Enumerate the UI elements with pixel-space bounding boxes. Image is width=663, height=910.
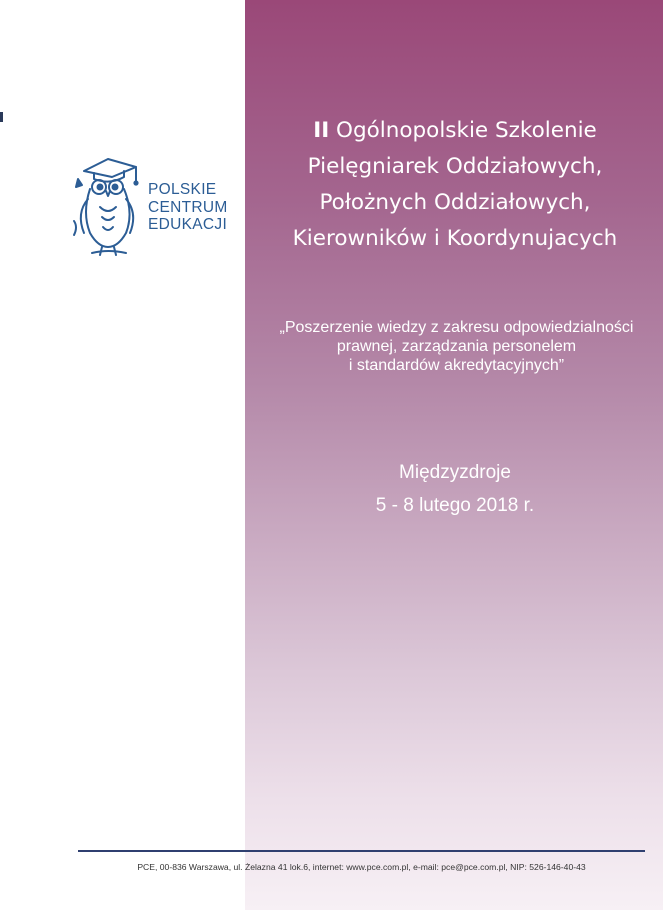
event-info bbox=[250, 456, 660, 522]
title-line-4: Kierowników i Koordynujacych bbox=[292, 226, 618, 251]
title-line-1-text: Ogólnopolskie Szkolenie bbox=[336, 118, 597, 143]
footer-divider bbox=[78, 850, 645, 852]
title-line-3: Położnych Oddziałowych, bbox=[319, 190, 591, 215]
pce-logo bbox=[72, 155, 247, 260]
logo-wordmark bbox=[148, 181, 228, 234]
logo-line-1: POLSKIE bbox=[148, 181, 217, 198]
subtitle-line-3: i standardów akredytacyjnych” bbox=[348, 357, 565, 374]
owl-icon bbox=[72, 155, 142, 257]
footer-contact: PCE, 00-836 Warszawa, ul. Żelazna 41 lok.6, internet: www.pce.com.pl, e-mail: pce@pce.com.pl, NIP: 526-146-40-43 bbox=[137, 862, 586, 872]
title-line-1 bbox=[250, 113, 660, 149]
event-date: 5 - 8 lutego 2018 r. bbox=[375, 495, 535, 516]
edge-mark bbox=[0, 112, 3, 122]
document-title bbox=[250, 113, 660, 257]
subtitle-line-2: prawnej, zarządzania personelem bbox=[336, 338, 577, 355]
title-roman-numeral: II bbox=[313, 118, 330, 143]
logo-line-3: EDUKACJI bbox=[148, 216, 228, 233]
logo-line-2: CENTRUM bbox=[148, 198, 228, 216]
event-place: Międzyzdroje bbox=[399, 462, 511, 483]
document-subtitle bbox=[250, 318, 663, 375]
subtitle-line-1: „Poszerzenie wiedzy z zakresu odpowiedzialności bbox=[279, 319, 634, 336]
title-line-2: Pielęgniarek Oddziałowych, bbox=[307, 154, 603, 179]
